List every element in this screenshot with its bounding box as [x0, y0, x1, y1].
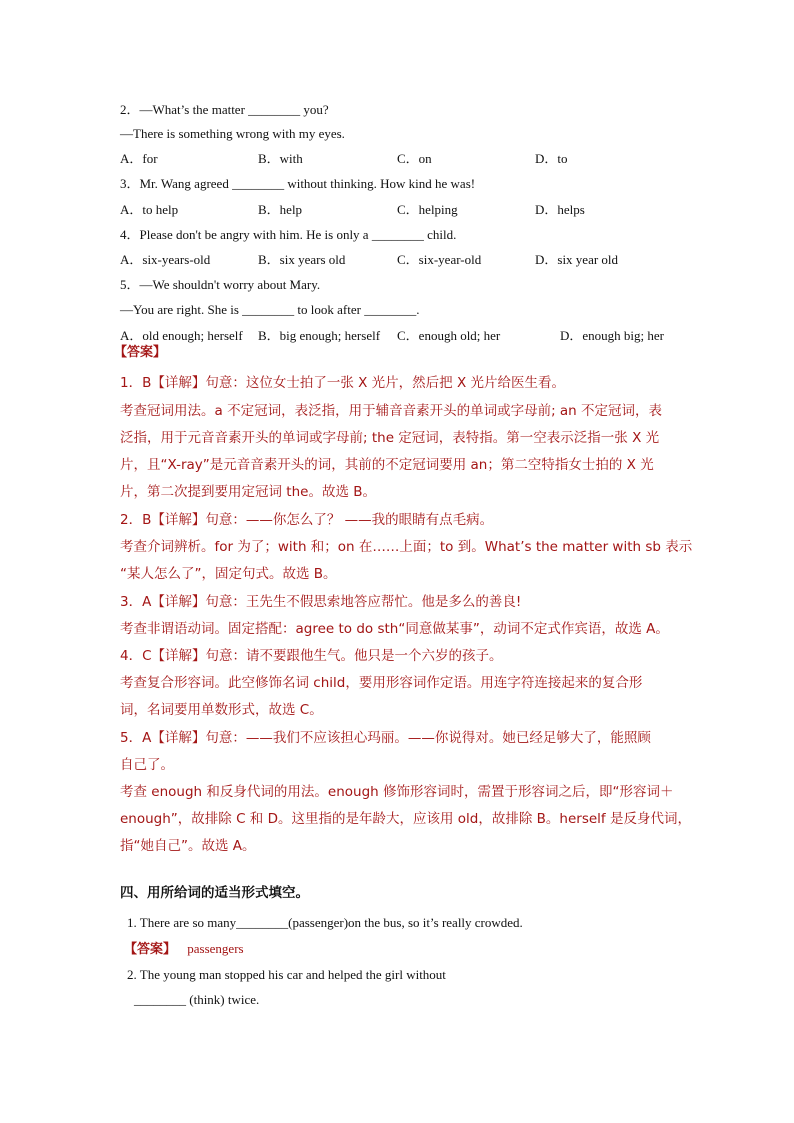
question-2-reply: —There is something wrong with my eyes. [120, 126, 345, 141]
explanation-2-line-2: “某人怎么了”，固定句式。故选 B。 [120, 566, 337, 582]
q2-option-c: C．on [397, 151, 432, 166]
section-4-title: 四、用所给词的适当形式填空。 [120, 885, 309, 901]
explanation-5-line-2: enough”，故排除 C 和 D。这里指的是年龄大，应该用 old，故排除 B。herself 是反身代词， [120, 811, 691, 827]
section-4-item-1-answer [124, 940, 244, 959]
q3-option-b: B．help [258, 202, 303, 217]
explanation-1-line-4: 片，第二次提到要用定冠词 the。故选 B。 [120, 484, 376, 500]
question-2-stem: 2．—What’s the matter ________ you? [120, 102, 329, 117]
q4-option-a: A．six-years-old [120, 252, 211, 267]
q4-option-b: B．six years old [258, 252, 346, 267]
explanation-4-title: 4．C【详解】句意：请不要跟他生气。他只是一个六岁的孩子。 [120, 648, 503, 664]
explanation-1-line-2: 泛指，用于元音音素开头的单词或字母前; the 定冠词，表特指。第一空表示泛指一张 X 光 [120, 430, 660, 446]
section-4-answer-value: passengers [187, 941, 244, 956]
q5-option-d: D．enough big; her [560, 328, 664, 343]
explanation-2-line-1: 考查介词辨析。for 为了；with 和；on 在……上面；to 到。What’s the matter with sb 表示 [120, 539, 693, 555]
explanation-3-title: 3．A【详解】句意：王先生不假思索地答应帮忙。他是多么的善良! [120, 594, 522, 610]
explanation-1-line-3: 片，且“X-ray”是元音音素开头的词，其前的不定冠词要用 an；第二空特指女士拍的 X 光 [120, 457, 654, 473]
question-5-stem: 5．—We shouldn't worry about Mary. [120, 277, 321, 292]
q3-option-c: C．helping [397, 202, 458, 217]
q3-option-d: D．helps [535, 202, 585, 217]
section-4-item-2-line-2: ________ (think) twice. [134, 992, 260, 1007]
explanation-4-line-1: 考查复合形容词。此空修饰名词 child，要用形容词作定语。用连字符连接起来的复合形 [120, 675, 643, 691]
explanation-5-title-cont: 自己了。 [120, 757, 174, 773]
q4-option-d: D．six year old [535, 252, 619, 267]
explanation-5-title: 5．A【详解】句意：——我们不应该担心玛丽。——你说得对。她已经足够大了，能照顾 [120, 730, 651, 746]
q5-option-c: C．enough old; her [397, 328, 501, 343]
q2-option-a: A．for [120, 151, 158, 166]
explanation-2-title: 2．B【详解】句意：——你怎么了？ ——我的眼睛有点毛病。 [120, 512, 494, 528]
explanation-3-line-1: 考查非谓语动词。固定搭配：agree to do sth“同意做某事”，动词不定式作宾语，故选 A。 [120, 621, 669, 637]
question-5-reply: —You are right. She is ________ to look after ________. [120, 302, 420, 317]
q2-option-b: B．with [258, 151, 303, 166]
answer-header: 【答案】 [114, 345, 167, 360]
explanation-5-line-1: 考查 enough 和反身代词的用法。enough 修饰形容词时，需置于形容词之后，即“形容词＋ [120, 784, 674, 800]
section-4-item-2-line-1: 2. The young man stopped his car and helped the girl without [127, 967, 446, 982]
explanation-4-line-2: 词，名词要用单数形式，故选 C。 [120, 702, 323, 718]
q5-option-b: B．big enough; herself [258, 328, 381, 343]
q4-option-c: C．six-year-old [397, 252, 482, 267]
explanation-1-title: 1．B【详解】句意：这位女士拍了一张 X 光片，然后把 X 光片给医生看。 [120, 375, 566, 391]
q3-option-a: A．to help [120, 202, 179, 217]
explanation-1-line-1: 考查冠词用法。a 不定冠词，表泛指，用于辅音音素开头的单词或字母前; an 不定冠词，表 [120, 403, 663, 419]
section-4-answer-label: 【答案】 [124, 942, 177, 957]
question-4-stem: 4．Please don't be angry with him. He is only a ________ child. [120, 227, 457, 242]
question-3-stem: 3．Mr. Wang agreed ________ without thinking. How kind he was! [120, 176, 476, 191]
q2-option-d: D．to [535, 151, 568, 166]
explanation-5-line-3: 指“她自己”。故选 A。 [120, 838, 256, 854]
q5-option-a: A．old enough; herself [120, 328, 243, 343]
section-4-item-1: 1. There are so many________(passenger)on the bus, so it’s really crowded. [127, 915, 523, 930]
